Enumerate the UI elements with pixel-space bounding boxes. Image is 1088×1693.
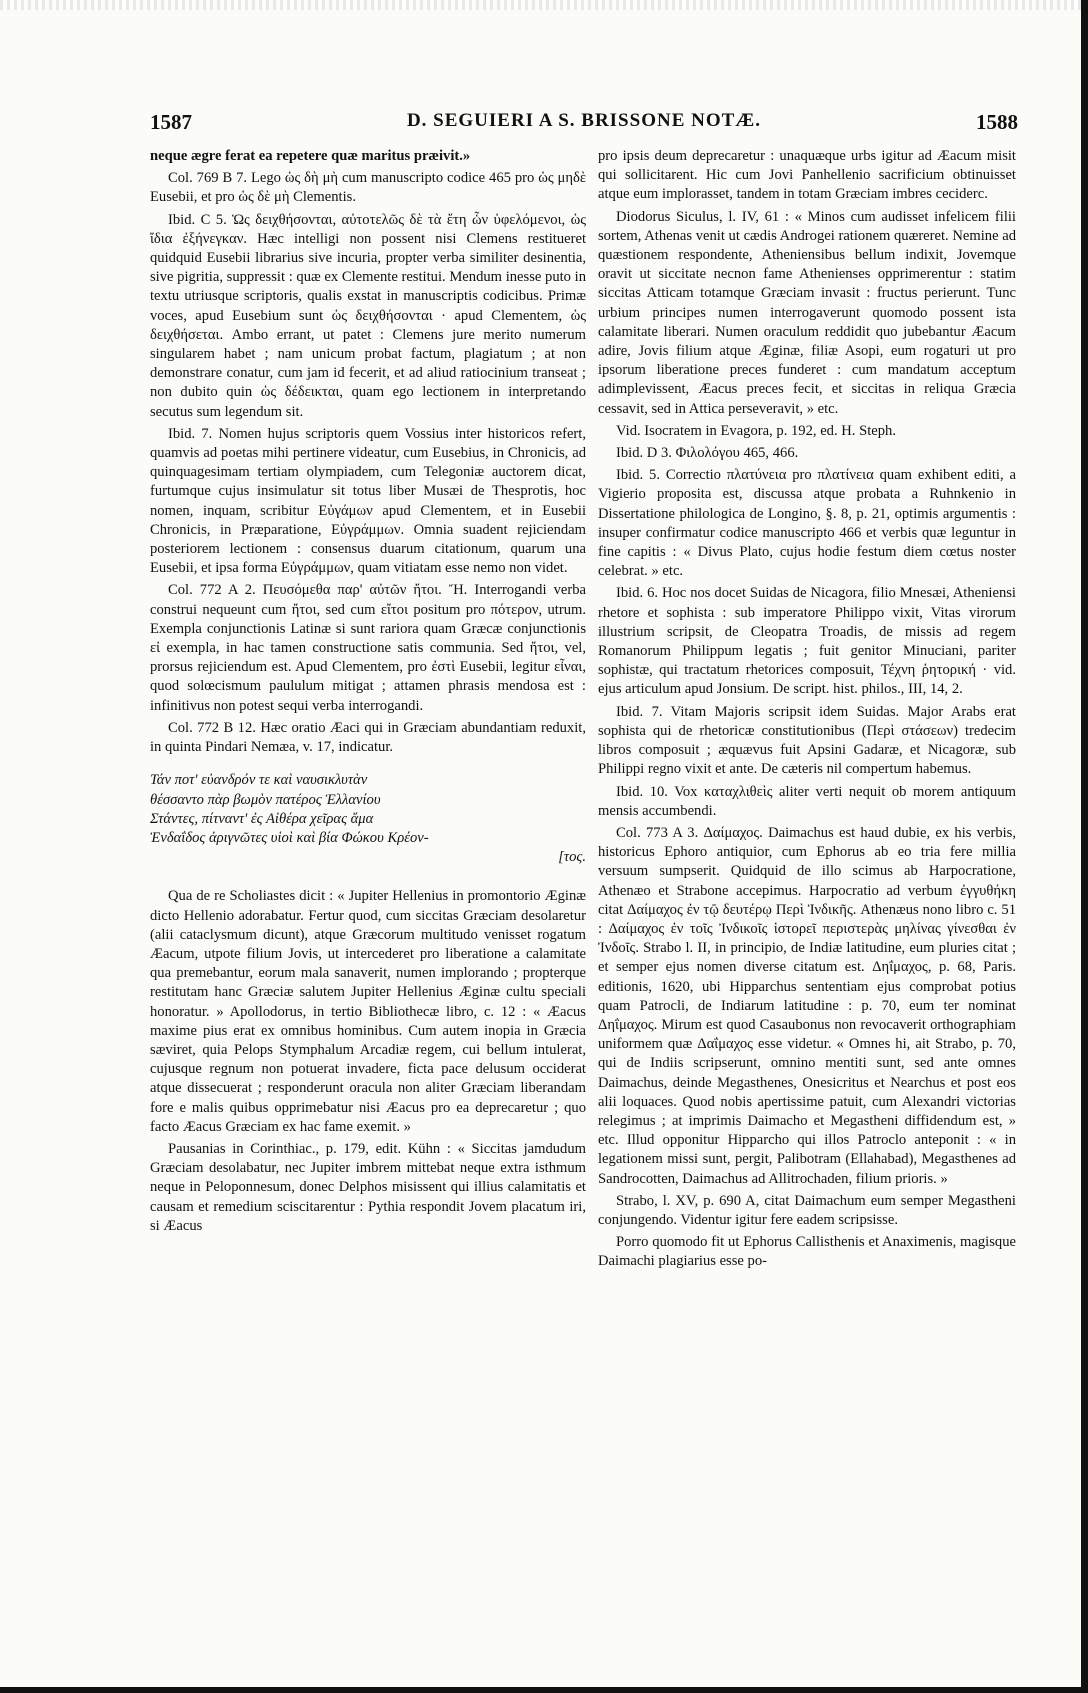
paragraph: Col. 769 B 7. Lego ὡς δὴ μὴ cum manuscripto codice 465 pro ὡς μηδὲ Eusebii, et pro ὡς δὲ μὴ Clementis. bbox=[150, 170, 586, 206]
paragraph: Ibid. C 5. Ὡς δειχθήσονται, αὐτοτελῶς δὲ τὰ ἔτη ὧν ὑφελόμενοι, ὡς ἴδια ἐξήνεγκαν. Hæc intelligi non possent nisi Clemens restitueret quidquid Eusebii librarius sive incuria, propter verba similiter desinentia, sive pigritia, suppressit : quæ ex Clemente restitui. Mendum inesse puto in textu utriusque scriptoris, qualis exstat in manuscriptis codicibus. Primæ voces, apud Eusebium sunt ὡς δειχθήσονται · apud Clementem, ὡς δειχθήσεται. Ambo errant, ut patet : Clemens jure merito numerum singularem habet ; nam unicum probat factum, plagiatum ; at non demonstrare conatur, cum jam id fecerit, et ad aliud ratiocinium transeat ; non dubito quin ὡς δέδεικται, quam ego lectionem in interpretando secutus sum legendum sit. bbox=[150, 211, 586, 420]
paragraph: Col. 772 B 12. Hæc oratio Æaci qui in Græciam abundantiam reduxit, in quinta Pindari Nemæa, v. 17, indicatur. bbox=[150, 719, 586, 756]
paragraph: Ibid. 6. Hoc nos docet Suidas de Nicagora, filio Mnesæi, Atheniensi rhetore et sophista : sub imperatore Philippo vixit, Vitas virorum illustrium scripsit, de Cleopatra Troadis, de missis ad regem Romanorum Philippum legatis ; fuit genitor Minuciani, pariter sophistæ, qui tractatum rhetorices composuit, Τέχνη ῥητορική · vid. ejus articulum apud Jonsium. De script. hist. philos., III, 14, 2. bbox=[598, 585, 1016, 698]
paragraph: Porro quomodo fit ut Ephorus Callisthenis et Anaximenis, magisque Daimachi plagiarius esse po- bbox=[598, 1234, 1016, 1270]
page-number-right: 1588 bbox=[976, 110, 1018, 134]
paragraph: Pausanias in Corinthiac., p. 179, edit. Kühn : « Siccitas jamdudum Græciam desolabatur, nec Jupiter imbrem mittebat neque extra isthmum neque in Peloponnesum, donec Delphos misissent qui illius calamitatis et causam et remedium sciscitarentur : Pythia respondit Jovem placatum iri, si Æacus bbox=[150, 1140, 586, 1234]
verse-line: [τος. bbox=[558, 849, 586, 866]
paragraph: Ibid. D 3. Φιλολόγου 465, 466. bbox=[616, 445, 799, 462]
verse-line: Τάν ποτ' εὐανδρόν τε καὶ ναυσικλυτὰν bbox=[150, 772, 368, 789]
paragraph: Ibid. 7. Vitam Majoris scripsit idem Suidas. Major Arabs erat sophista qui de rhetoricæ constitutionibus (Περὶ στάσεων) tredecim libros composuit ; æquævus fuit Apsini Gadaræ, et Nicagoræ, sub Philippi regno vixit et ante. De cæteris nil compertum habemus. bbox=[598, 703, 1016, 778]
paragraph: Qua de re Scholiastes dicit : « Jupiter Hellenius in promontorio Æginæ dicto Hellenio adorabatur. Fertur quod, cum siccitas Græciam desolaretur (alii cataclysmum dicunt), atque Græcorum multitudo venisset rogatum Æacum, utpote filium Jovis, ut intercederet pro liberatione a calamitate qua premebantur, eorum mala sanaverit, numen implorando ; propterque restitutam hanc Græciæ salutem Jupiter Hellenius Æginæ cultu speciali honoratur. » Apollodorus, in tertio Bibliothecæ libro, c. 12 : « Æacus maxime pius erat ex omnibus hominibus. Cum autem inopia in Græcia sæviret, quia Pelops Stymphalum Arcadiæ regem, cui bellum intulerat, cujusque regnum non potuerat invadere, ficta pace delusum occiderat atque dissecuerat ; responderunt oracula non aliter Græciam liberandam fore e malis quibus opprimebatur nisi Æacus pro ea deprecaretur ; quo facto Æacus Græciam ex hac fame exemit. » bbox=[150, 888, 586, 1135]
paragraph: Col. 772 A 2. Πευσόμεθα παρ' αὐτῶν ἤτοι. Ἤ. Interrogandi verba construi nequeunt cum ἤτοι, sed cum εἴτοι positum pro πότερον, utrum. Exempla conjunctionis Latinæ si sunt rariora quam Græcæ conjunctionis εἰ exempla, in hac tamen constructione satis communia. Sed ἤτοι, vel, prorsus rejiciendum est. Apud Clementem, pro ἐστὶ Eusebii, legitur εἶναι, quod solœcismum paululum mitigat ; attamen phrasis mendosa est : infinitivus non potest sequi verba interrogandi. bbox=[150, 582, 586, 714]
verse-line: Στάντες, πίτναντ' ἐς Αἰθέρα χεῖρας ἅμα bbox=[150, 810, 374, 827]
paragraph: Ibid. 5. Correctio πλατύνεια pro πλατίνεια quam exhibent editi, a Vigierio proposita est, discussa atque probata a Ruhnkenio in Dissertatione philologica de Longino, §. 8, p. 21, optimis argumentis : insuper confirmatur codice manuscripto 466 et verbis quæ leguntur in fine capitis : « Divus Plato, cujus hodie festum diem cœtus noster celebrat. » etc. bbox=[598, 467, 1016, 580]
scan-edge-bottom bbox=[0, 1687, 1088, 1693]
right-column bbox=[598, 147, 1016, 1275]
paragraph: Col. 773 A 3. Δαίμαχος. Daimachus est haud dubie, ex his verbis, historicus Ephoro antiquior, cum Ephorus ab eo tria fere millia versuum sumpserit. Quidquid de illo scimus ab Harpocratione, Athenæo et Strabone accepimus. Harpocratio ad verbum ἐγγυθήκη citat Δαίμαχος ἐν τῷ δευτέρῳ Περὶ Ἰνδικῆς. Athenæus nono libro c. 51 : Δαίμαχος ἐν τοῖς Ἰνδικοῖς ἱστορεῖ περιστερὰς μηλίνας γίνεσθαι ἐν Ἰνδοῖς. Strabo l. II, in principio, de Indiæ latitudine, eum pluries citat ; et semper ejus nomen diverse citatum est. Δηΐμαχος, p. 68, Paris. editionis, 1620, ubi Hipparchus sententiam ejus comprobat potius quam Patrocli, de Indiarum latitudine : p. 70, eum ter nominat Δηΐμαχος. Mirum est quod Casaubonus non revocaverit orthographiam uniformem quæ Δαΐμαχος esse videtur. « Omnes hi, ait Strabo, p. 70, qui de Indiis scripserunt, omnino mentiti sunt, sed ante omnes Daimachus, deinde Megasthenes, Onesicritus et Nearchus et post eos alii loquaces. Quod nobis apertissime patuit, cum Alexandri victorias relegimus ; at imprimis Daimacho et Megastheni diffidendum est, » etc. Illud opponitur Hipparcho qui illos Patroclo anteponit : « in legationem missi sunt, pergit, Palibotram (Ellahabad), Megasthenes ad Sandrocotten, Daimachus ad Allitrochaden, filium prioris. » bbox=[598, 824, 1016, 1187]
greek-verse-quote bbox=[150, 771, 586, 867]
paragraph: Ibid. 10. Vox καταχλιθεὶς aliter verti nequit ob morem antiquum mensis accumbendi. bbox=[598, 783, 1016, 819]
paragraph: Vid. Isocratem in Evagora, p. 192, ed. H. Steph. bbox=[616, 422, 896, 439]
page-number-left: 1587 bbox=[150, 110, 192, 134]
running-header bbox=[150, 110, 1018, 138]
scan-edge-right bbox=[1081, 0, 1088, 1693]
paragraph: Ibid. 7. Nomen hujus scriptoris quem Vossius inter historicos refert, quamvis ad poetas mihi pertinere videatur, cum Eusebius, in Chronicis, ad quinquagesimam tertiam olympiadem, cum Telegoniæ auctorem dicat, furtumque cujus insimulatur sit totus liber Musæi de Thesprotis, hoc nomen, inquam, scribitur Εὐγάμων apud Clementem, et in Eusebii Chronicis, in Præparatione, Εὐγράμμων. Omnia suadent rejiciendam posteriorem lectionem : consensus duarum citationum, quarum una Eusebii, et ipsa forma Εὐγράμμων, quam vitiatam esse nemo non videt. bbox=[150, 425, 586, 577]
paragraph: pro ipsis deum deprecaretur : unaquæque urbs igitur ad Æacum misit qui sollicitarent. Hic cum Jovi Panhellenio sacrificium obtinuisset atque eum implorasset, tandem in totam Græciam imbres ceciderc. bbox=[598, 148, 1016, 203]
verse-line: Ἐνδαΐδος ἀριγνῶτες υἱοὶ καὶ βία Φώκου Κρέον- bbox=[150, 829, 429, 846]
scan-edge-top bbox=[0, 0, 1088, 10]
paragraph: neque ægre ferat ea repetere quæ maritus præivit.» bbox=[150, 148, 471, 164]
left-column bbox=[150, 147, 586, 1239]
verse-line: θέσσαντο πὰρ βωμὸν πατέρος Ἑλλανίου bbox=[150, 791, 381, 808]
paragraph: Diodorus Siculus, l. IV, 61 : « Minos cum audisset infelicem filii sortem, Athenas venit ut cædis Androgei rationem quæreret. Nemine ad quæstionem respondente, Atheniensibus bellum indixit, Jovemque oravit ut siccitate necnon fame Athenienses opprimerentur : statim siccitas Atticam totamque Græciam invasit : fructus perierunt. Tunc urbium principes numen interrogaverunt quomodo possent ista calamitate liberari. Numen oraculum reddidit quo jubebantur Æacum adire, Jovis filium atque Æginæ, filiæ Asopi, eum rogaturi ut pro ipsorum liberatione preces funderet : cum mandatum acceptum adimplevissent, Æacus preces fecit, et siccitas in reliqua Græcia cessavit, sed in Attica perseveravit, » etc. bbox=[598, 208, 1016, 417]
paragraph: Strabo, l. XV, p. 690 A, citat Daimachum eum semper Megastheni conjungendo. Videntur igitur fere eadem scripsisse. bbox=[598, 1192, 1016, 1228]
page-title: D. SEGUIERI A S. BRISSONE NOTÆ. bbox=[406, 110, 762, 131]
